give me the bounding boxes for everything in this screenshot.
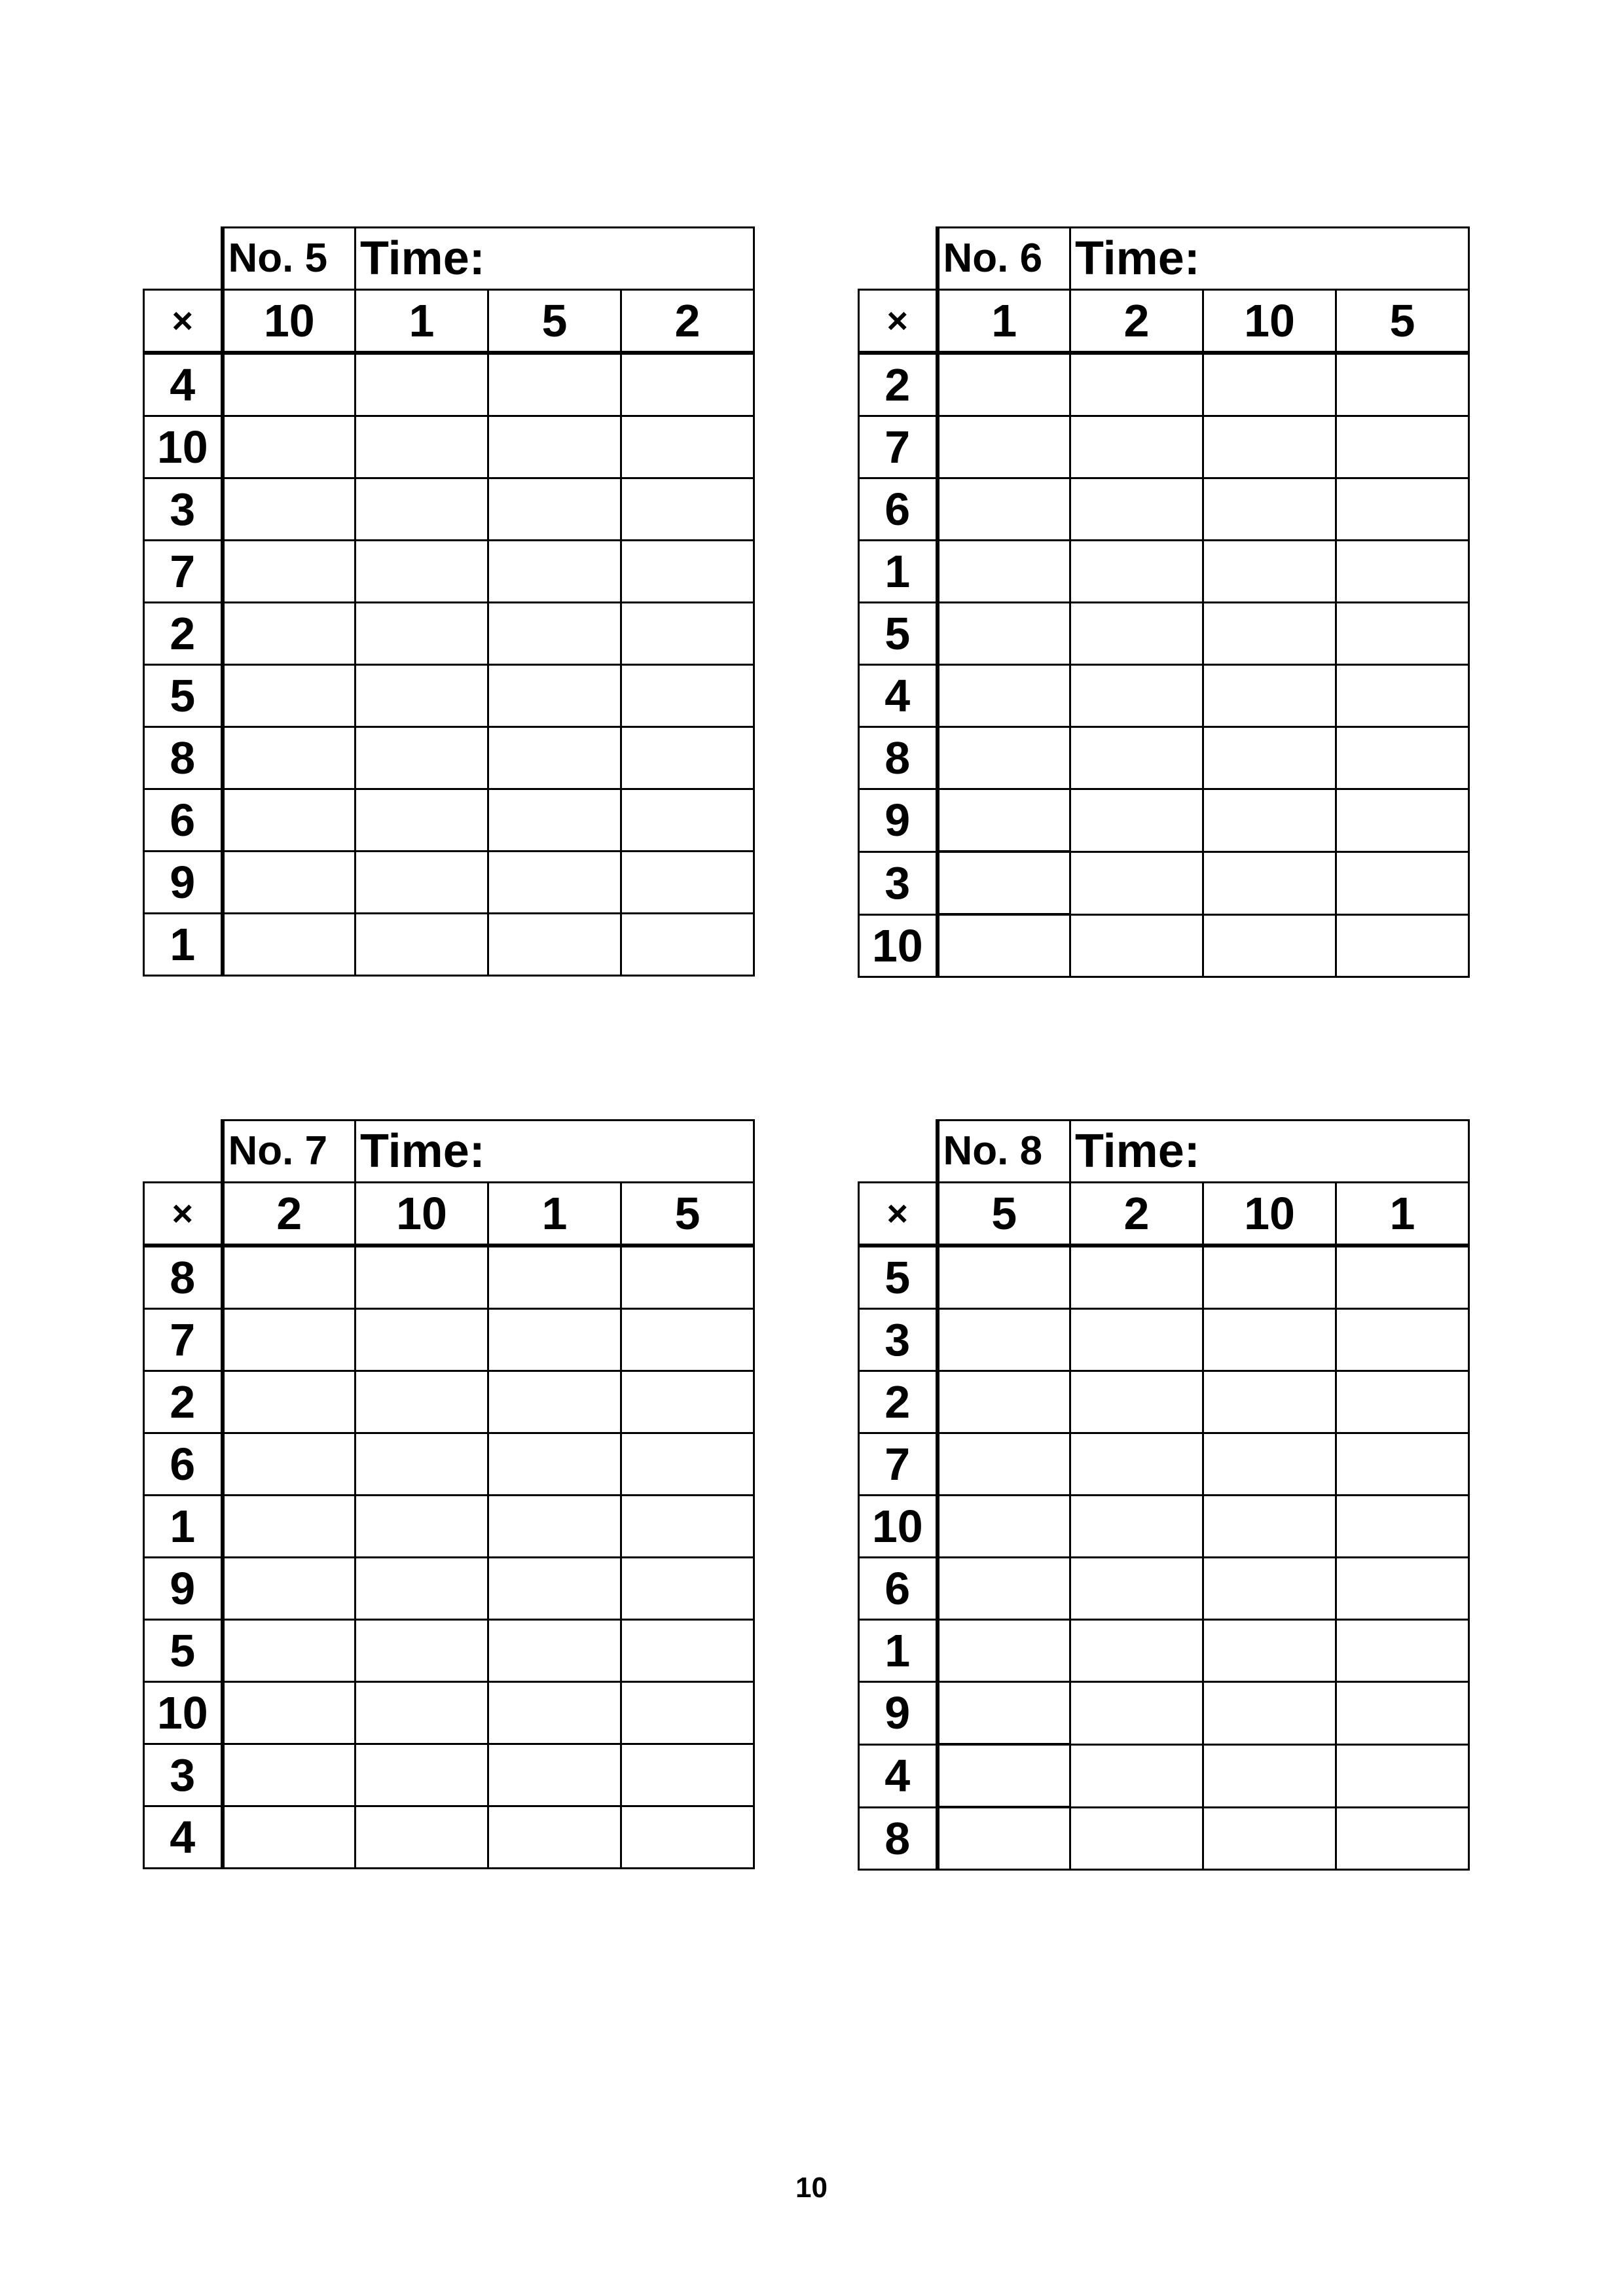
row-header: 10 [144, 1682, 223, 1744]
answer-cell[interactable] [621, 1433, 754, 1496]
time-field[interactable]: Time: [356, 228, 754, 290]
answer-cell[interactable] [223, 603, 356, 665]
grid-row [859, 1558, 1469, 1620]
answer-cell[interactable] [1336, 789, 1469, 852]
answer-cell[interactable] [1336, 727, 1469, 789]
answer-cell[interactable] [1070, 1682, 1203, 1745]
grid-title-row [144, 1121, 754, 1183]
answer-cell[interactable] [223, 727, 356, 789]
answer-cell[interactable] [621, 1682, 754, 1744]
time-field[interactable]: Time: [1070, 228, 1469, 290]
grid-row [859, 1682, 1469, 1745]
grid-row [144, 852, 754, 914]
column-header: 10 [1203, 1183, 1336, 1246]
row-header: 8 [859, 727, 938, 789]
multiply-sign: × [144, 1183, 223, 1246]
grid-row [144, 1744, 754, 1806]
answer-cell[interactable] [621, 1806, 754, 1869]
answer-cell[interactable] [1070, 1246, 1203, 1309]
answer-cell[interactable] [1203, 416, 1336, 478]
answer-cell[interactable] [1203, 1371, 1336, 1433]
column-header: 10 [1203, 290, 1336, 353]
row-header: 7 [144, 1309, 223, 1371]
column-header: 5 [488, 290, 621, 353]
grid-row [859, 541, 1469, 603]
column-header: 5 [938, 1183, 1070, 1246]
row-header: 6 [144, 789, 223, 852]
answer-cell[interactable] [1070, 478, 1203, 541]
answer-cell[interactable] [621, 1309, 754, 1371]
answer-cell[interactable] [1070, 1433, 1203, 1496]
grid-row [144, 727, 754, 789]
answer-cell[interactable] [1203, 914, 1336, 977]
answer-cell[interactable] [488, 852, 621, 914]
grid-header-row [144, 1183, 754, 1246]
answer-cell[interactable] [356, 353, 488, 416]
blank-corner [144, 228, 223, 290]
answer-cell[interactable] [223, 1682, 356, 1744]
answer-cell[interactable] [938, 1496, 1070, 1558]
answer-cell[interactable] [1336, 541, 1469, 603]
worksheet-number: No. 5 [223, 228, 356, 290]
answer-cell[interactable] [938, 914, 1070, 977]
grid-title-row [859, 1121, 1469, 1183]
blank-corner [859, 228, 938, 290]
answer-cell[interactable] [621, 1496, 754, 1558]
grid-row [859, 1744, 1469, 1807]
answer-cell[interactable] [621, 541, 754, 603]
grid-row [144, 665, 754, 727]
grid-row [144, 789, 754, 852]
row-header: 4 [144, 1806, 223, 1869]
row-header: 8 [144, 1246, 223, 1309]
answer-cell[interactable] [223, 1309, 356, 1371]
answer-cell[interactable] [488, 665, 621, 727]
row-header: 9 [859, 1682, 938, 1745]
row-header: 3 [144, 1744, 223, 1806]
answer-cell[interactable] [488, 1806, 621, 1869]
column-header: 10 [356, 1183, 488, 1246]
answer-cell[interactable] [1203, 1682, 1336, 1745]
multiply-sign: × [859, 1183, 938, 1246]
answer-cell[interactable] [488, 603, 621, 665]
answer-cell[interactable] [488, 1496, 621, 1558]
answer-cell[interactable] [938, 852, 1070, 914]
column-header: 1 [488, 1183, 621, 1246]
grid-row [144, 1620, 754, 1682]
grid-row [144, 1246, 754, 1309]
answer-cell[interactable] [1336, 1682, 1469, 1745]
answer-cell[interactable] [1070, 416, 1203, 478]
answer-cell[interactable] [488, 1558, 621, 1620]
row-header: 1 [859, 541, 938, 603]
row-header: 8 [144, 727, 223, 789]
column-header: 5 [621, 1183, 754, 1246]
answer-cell[interactable] [356, 1558, 488, 1620]
answer-cell[interactable] [356, 416, 488, 478]
grid-row [144, 603, 754, 665]
row-header: 2 [859, 1371, 938, 1433]
blank-corner [859, 1121, 938, 1183]
answer-cell[interactable] [621, 665, 754, 727]
grid-row [859, 1496, 1469, 1558]
answer-cell[interactable] [1070, 1807, 1203, 1870]
answer-cell[interactable] [223, 1433, 356, 1496]
answer-cell[interactable] [356, 727, 488, 789]
answer-cell[interactable] [1070, 789, 1203, 852]
answer-cell[interactable] [621, 1744, 754, 1806]
answer-cell[interactable] [1203, 603, 1336, 665]
row-header: 9 [144, 852, 223, 914]
answer-cell[interactable] [1203, 1246, 1336, 1309]
answer-cell[interactable] [223, 1246, 356, 1309]
answer-cell[interactable] [356, 478, 488, 541]
answer-cell[interactable] [223, 1744, 356, 1806]
row-header: 3 [144, 478, 223, 541]
answer-cell[interactable] [223, 1806, 356, 1869]
column-header: 2 [621, 290, 754, 353]
grid-row [859, 1620, 1469, 1682]
answer-cell[interactable] [1336, 1620, 1469, 1682]
answer-cell[interactable] [621, 727, 754, 789]
answer-cell[interactable] [1336, 665, 1469, 727]
answer-cell[interactable] [488, 1682, 621, 1744]
answer-cell[interactable] [223, 1371, 356, 1433]
answer-cell[interactable] [621, 1558, 754, 1620]
column-header: 2 [223, 1183, 356, 1246]
answer-cell[interactable] [621, 353, 754, 416]
row-header: 2 [144, 1371, 223, 1433]
grid-row [144, 416, 754, 478]
answer-cell[interactable] [356, 1309, 488, 1371]
worksheet-number: No. 8 [938, 1121, 1070, 1183]
answer-cell[interactable] [1336, 1309, 1469, 1371]
row-header: 5 [144, 665, 223, 727]
blank-corner [144, 1121, 223, 1183]
answer-cell[interactable] [488, 478, 621, 541]
row-header: 1 [144, 914, 223, 976]
answer-cell[interactable] [938, 603, 1070, 665]
answer-cell[interactable] [938, 416, 1070, 478]
answer-cell[interactable] [1070, 353, 1203, 416]
answer-cell[interactable] [621, 478, 754, 541]
answer-cell[interactable] [223, 416, 356, 478]
grid-row [859, 603, 1469, 665]
answer-cell[interactable] [1070, 1309, 1203, 1371]
multiply-sign: × [859, 290, 938, 353]
grid-header-row [859, 1183, 1469, 1246]
answer-cell[interactable] [1336, 1558, 1469, 1620]
answer-cell[interactable] [938, 1620, 1070, 1682]
grid-row [859, 665, 1469, 727]
answer-cell[interactable] [356, 1682, 488, 1744]
row-header: 5 [859, 1246, 938, 1309]
answer-cell[interactable] [1203, 852, 1336, 914]
answer-cell[interactable] [938, 1433, 1070, 1496]
grid-header-row [859, 290, 1469, 353]
answer-cell[interactable] [488, 789, 621, 852]
answer-cell[interactable] [1203, 1807, 1336, 1870]
answer-cell[interactable] [938, 727, 1070, 789]
answer-cell[interactable] [938, 1558, 1070, 1620]
answer-cell[interactable] [356, 914, 488, 976]
answer-cell[interactable] [938, 1807, 1070, 1870]
row-header: 10 [144, 416, 223, 478]
column-header: 2 [1070, 1183, 1203, 1246]
grid-title-row [859, 228, 1469, 290]
answer-cell[interactable] [621, 789, 754, 852]
column-header: 1 [938, 290, 1070, 353]
column-header: 5 [1336, 290, 1469, 353]
row-header: 1 [144, 1496, 223, 1558]
answer-cell[interactable] [1336, 914, 1469, 977]
row-header: 7 [144, 541, 223, 603]
answer-cell[interactable] [1336, 1744, 1469, 1807]
answer-cell[interactable] [1203, 1433, 1336, 1496]
answer-cell[interactable] [1070, 1620, 1203, 1682]
row-header: 5 [144, 1620, 223, 1682]
grid-row [859, 727, 1469, 789]
answer-cell[interactable] [223, 1558, 356, 1620]
grid-row [144, 478, 754, 541]
answer-cell[interactable] [621, 914, 754, 976]
grid-row [859, 914, 1469, 977]
answer-cell[interactable] [1070, 1744, 1203, 1807]
answer-cell[interactable] [938, 789, 1070, 852]
answer-cell[interactable] [1203, 541, 1336, 603]
row-header: 4 [859, 1744, 938, 1807]
multiplication-grid [143, 1119, 755, 1869]
answer-cell[interactable] [488, 353, 621, 416]
answer-cell[interactable] [223, 852, 356, 914]
answer-cell[interactable] [1203, 1309, 1336, 1371]
row-header: 10 [859, 914, 938, 977]
answer-cell[interactable] [1203, 789, 1336, 852]
row-header: 2 [144, 603, 223, 665]
grid-title-row [144, 228, 754, 290]
answer-cell[interactable] [1070, 914, 1203, 977]
grid-header-row [144, 290, 754, 353]
answer-cell[interactable] [1336, 1246, 1469, 1309]
answer-cell[interactable] [1203, 665, 1336, 727]
grid-row [144, 1371, 754, 1433]
multiplication-grid [858, 1119, 1470, 1871]
answer-cell[interactable] [223, 665, 356, 727]
grid-row [144, 1806, 754, 1869]
answer-cell[interactable] [1203, 1496, 1336, 1558]
answer-cell[interactable] [488, 1246, 621, 1309]
answer-cell[interactable] [1336, 1371, 1469, 1433]
answer-cell[interactable] [1336, 1807, 1469, 1870]
answer-cell[interactable] [1336, 1496, 1469, 1558]
answer-cell[interactable] [1336, 1433, 1469, 1496]
answer-cell[interactable] [488, 541, 621, 603]
answer-cell[interactable] [938, 1309, 1070, 1371]
answer-cell[interactable] [356, 665, 488, 727]
answer-cell[interactable] [621, 852, 754, 914]
grid-row [144, 1433, 754, 1496]
row-header: 3 [859, 852, 938, 914]
answer-cell[interactable] [356, 1371, 488, 1433]
grid-row [859, 1433, 1469, 1496]
column-header: 1 [1336, 1183, 1469, 1246]
answer-cell[interactable] [1070, 727, 1203, 789]
answer-cell[interactable] [1203, 353, 1336, 416]
answer-cell[interactable] [223, 789, 356, 852]
answer-cell[interactable] [1070, 541, 1203, 603]
answer-cell[interactable] [356, 1496, 488, 1558]
answer-cell[interactable] [621, 416, 754, 478]
row-header: 3 [859, 1309, 938, 1371]
row-header: 6 [859, 478, 938, 541]
page-number: 10 [795, 2172, 828, 2204]
answer-cell[interactable] [356, 1744, 488, 1806]
row-header: 9 [859, 789, 938, 852]
row-header: 10 [859, 1496, 938, 1558]
time-field[interactable]: Time: [1070, 1121, 1469, 1183]
multiplication-grid [143, 226, 755, 977]
answer-cell[interactable] [1070, 1496, 1203, 1558]
answer-cell[interactable] [1203, 478, 1336, 541]
answer-cell[interactable] [938, 665, 1070, 727]
answer-cell[interactable] [621, 1371, 754, 1433]
grid-row [859, 1371, 1469, 1433]
answer-cell[interactable] [1203, 727, 1336, 789]
answer-cell[interactable] [1336, 603, 1469, 665]
time-field[interactable]: Time: [356, 1121, 754, 1183]
grid-row [859, 852, 1469, 914]
answer-cell[interactable] [1070, 1371, 1203, 1433]
answer-cell[interactable] [1203, 1744, 1336, 1807]
row-header: 6 [144, 1433, 223, 1496]
answer-cell[interactable] [938, 353, 1070, 416]
answer-cell[interactable] [488, 1744, 621, 1806]
answer-cell[interactable] [356, 1806, 488, 1869]
grid-row [144, 914, 754, 976]
answer-cell[interactable] [223, 914, 356, 976]
answer-cell[interactable] [488, 1433, 621, 1496]
answer-cell[interactable] [938, 1246, 1070, 1309]
answer-cell[interactable] [1336, 353, 1469, 416]
grid-row [859, 478, 1469, 541]
row-header: 1 [859, 1620, 938, 1682]
answer-cell[interactable] [1336, 478, 1469, 541]
answer-cell[interactable] [1203, 1620, 1336, 1682]
answer-cell[interactable] [356, 852, 488, 914]
answer-cell[interactable] [488, 1309, 621, 1371]
answer-cell[interactable] [356, 1246, 488, 1309]
answer-cell[interactable] [1070, 1558, 1203, 1620]
column-header: 2 [1070, 290, 1203, 353]
answer-cell[interactable] [938, 1371, 1070, 1433]
answer-cell[interactable] [356, 603, 488, 665]
row-header: 8 [859, 1807, 938, 1870]
answer-cell[interactable] [488, 1371, 621, 1433]
multiplication-grid [858, 226, 1470, 978]
answer-cell[interactable] [488, 416, 621, 478]
answer-cell[interactable] [223, 478, 356, 541]
row-header: 4 [144, 353, 223, 416]
worksheet-number: No. 7 [223, 1121, 356, 1183]
answer-cell[interactable] [621, 1246, 754, 1309]
row-header: 7 [859, 1433, 938, 1496]
answer-cell[interactable] [1070, 665, 1203, 727]
row-header: 9 [144, 1558, 223, 1620]
answer-cell[interactable] [938, 541, 1070, 603]
answer-cell[interactable] [938, 478, 1070, 541]
answer-cell[interactable] [488, 727, 621, 789]
grid-row [859, 1807, 1469, 1870]
answer-cell[interactable] [621, 603, 754, 665]
grid-row [144, 1309, 754, 1371]
answer-cell[interactable] [223, 541, 356, 603]
grid-row [859, 789, 1469, 852]
grid-row [144, 541, 754, 603]
answer-cell[interactable] [488, 1620, 621, 1682]
answer-cell[interactable] [356, 1620, 488, 1682]
answer-cell[interactable] [356, 541, 488, 603]
grid-row [859, 353, 1469, 416]
row-header: 2 [859, 353, 938, 416]
answer-cell[interactable] [356, 789, 488, 852]
grid-row [144, 1558, 754, 1620]
answer-cell[interactable] [1203, 1558, 1336, 1620]
grid-row [144, 353, 754, 416]
answer-cell[interactable] [621, 1620, 754, 1682]
column-header: 1 [356, 290, 488, 353]
answer-cell[interactable] [1336, 416, 1469, 478]
column-header: 10 [223, 290, 356, 353]
answer-cell[interactable] [223, 1620, 356, 1682]
grid-row [144, 1682, 754, 1744]
answer-cell[interactable] [938, 1682, 1070, 1745]
row-header: 4 [859, 665, 938, 727]
answer-cell[interactable] [488, 914, 621, 976]
answer-cell[interactable] [223, 1496, 356, 1558]
row-header: 6 [859, 1558, 938, 1620]
multiply-sign: × [144, 290, 223, 353]
answer-cell[interactable] [223, 353, 356, 416]
answer-cell[interactable] [356, 1433, 488, 1496]
answer-cell[interactable] [1336, 852, 1469, 914]
answer-cell[interactable] [1070, 852, 1203, 914]
answer-cell[interactable] [938, 1744, 1070, 1807]
grid-row [859, 1309, 1469, 1371]
worksheet-number: No. 6 [938, 228, 1070, 290]
grid-row [144, 1496, 754, 1558]
row-header: 7 [859, 416, 938, 478]
grid-row [859, 1246, 1469, 1309]
answer-cell[interactable] [1070, 603, 1203, 665]
grid-row [859, 416, 1469, 478]
row-header: 5 [859, 603, 938, 665]
